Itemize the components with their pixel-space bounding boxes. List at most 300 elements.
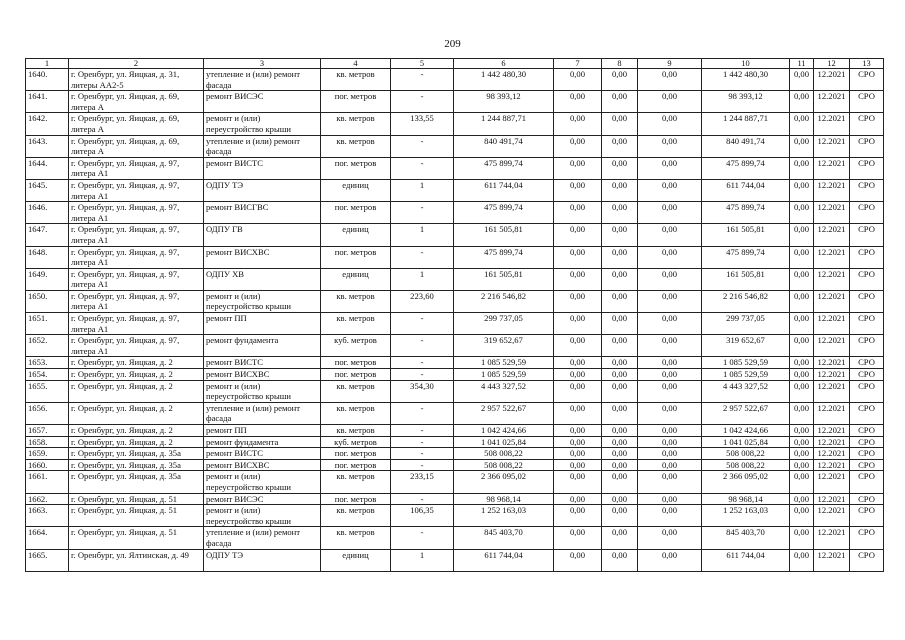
- table-cell: 0,00: [602, 505, 638, 527]
- table-cell: 0,00: [638, 135, 702, 157]
- table-cell: 299 737,05: [454, 313, 554, 335]
- table-cell: 508 008,22: [702, 459, 790, 471]
- table-cell: кв. метров: [321, 402, 391, 424]
- table-row: [26, 380, 884, 402]
- table-cell: 1641.: [26, 91, 69, 113]
- table-cell: 0,00: [554, 157, 602, 179]
- table-cell: 0,00: [638, 268, 702, 290]
- table-cell: -: [391, 436, 454, 448]
- table-cell: 0,00: [602, 313, 638, 335]
- table-cell: 2 216 546,82: [702, 290, 790, 312]
- table-cell: 0,00: [638, 493, 702, 505]
- table-cell: 12.2021: [814, 402, 850, 424]
- table-cell: 1640.: [26, 69, 69, 91]
- table-cell: 0,00: [790, 224, 814, 246]
- table-cell: кв. метров: [321, 505, 391, 527]
- table-cell: 0,00: [790, 505, 814, 527]
- table-cell: 611 744,04: [454, 179, 554, 201]
- table-cell: 1 252 163,03: [454, 505, 554, 527]
- table-cell: ремонт ВИСТС: [204, 448, 321, 460]
- table-cell: 0,00: [638, 369, 702, 381]
- table-cell: СРО: [850, 202, 884, 224]
- table-cell: 0,00: [554, 113, 602, 135]
- table-cell: единиц: [321, 224, 391, 246]
- table-cell: 0,00: [554, 246, 602, 268]
- table-row: [26, 135, 884, 157]
- table-cell: -: [391, 425, 454, 437]
- table-cell: 1 252 163,03: [702, 505, 790, 527]
- table-cell: 12.2021: [814, 549, 850, 571]
- table-cell: 12.2021: [814, 290, 850, 312]
- table-cell: 0,00: [638, 202, 702, 224]
- table-cell: кв. метров: [321, 313, 391, 335]
- table-cell: 12.2021: [814, 493, 850, 505]
- column-number-header: 6: [454, 59, 554, 69]
- table-cell: куб. метров: [321, 335, 391, 357]
- table-header-row: [26, 59, 884, 69]
- table-cell: кв. метров: [321, 471, 391, 493]
- table-cell: г. Оренбург, ул. Яицкая, д. 97, литера А1: [69, 268, 204, 290]
- table-row: [26, 527, 884, 549]
- table-cell: 233,15: [391, 471, 454, 493]
- table-cell: 0,00: [790, 425, 814, 437]
- table-cell: г. Оренбург, ул. Яицкая, д. 35а: [69, 459, 204, 471]
- table-cell: 1661.: [26, 471, 69, 493]
- table-cell: 223,60: [391, 290, 454, 312]
- table-cell: 0,00: [602, 179, 638, 201]
- table-cell: 1: [391, 179, 454, 201]
- table-cell: 0,00: [638, 527, 702, 549]
- table-cell: 0,00: [602, 459, 638, 471]
- table-cell: 845 403,70: [702, 527, 790, 549]
- table-cell: СРО: [850, 402, 884, 424]
- table-cell: ремонт фундамента: [204, 335, 321, 357]
- table-cell: 0,00: [790, 268, 814, 290]
- table-cell: 4 443 327,52: [702, 380, 790, 402]
- table-cell: пог. метров: [321, 246, 391, 268]
- table-cell: 1 041 025,84: [702, 436, 790, 448]
- table-cell: 98 393,12: [454, 91, 554, 113]
- table-cell: 12.2021: [814, 202, 850, 224]
- table-cell: 0,00: [554, 471, 602, 493]
- table-cell: ремонт ПП: [204, 313, 321, 335]
- table-cell: г. Оренбург, ул. Яицкая, д. 97, литера А1: [69, 179, 204, 201]
- table-cell: 12.2021: [814, 69, 850, 91]
- table-row: [26, 69, 884, 91]
- table-cell: 0,00: [602, 493, 638, 505]
- table-cell: 0,00: [638, 69, 702, 91]
- table-cell: г. Оренбург, ул. Яицкая, д. 69, литера А: [69, 135, 204, 157]
- table-cell: 0,00: [602, 135, 638, 157]
- table-cell: 0,00: [554, 268, 602, 290]
- table-cell: 508 008,22: [454, 448, 554, 460]
- table-cell: 0,00: [554, 448, 602, 460]
- table-cell: ремонт ВИСТС: [204, 157, 321, 179]
- table-cell: 0,00: [602, 290, 638, 312]
- table-cell: -: [391, 69, 454, 91]
- table-cell: 475 899,74: [702, 246, 790, 268]
- table-cell: 0,00: [638, 402, 702, 424]
- table-cell: 0,00: [554, 179, 602, 201]
- table-cell: 12.2021: [814, 157, 850, 179]
- table-cell: 1: [391, 268, 454, 290]
- table-cell: кв. метров: [321, 113, 391, 135]
- table-row: [26, 290, 884, 312]
- table-cell: -: [391, 313, 454, 335]
- table-cell: г. Оренбург, ул. Яицкая, д. 69, литера А: [69, 91, 204, 113]
- table-cell: 12.2021: [814, 179, 850, 201]
- table-cell: утепление и (или) ремонт фасада: [204, 69, 321, 91]
- table-cell: 475 899,74: [454, 157, 554, 179]
- table-cell: г. Оренбург, ул. Яицкая, д. 97, литера А1: [69, 202, 204, 224]
- table-cell: -: [391, 459, 454, 471]
- table-cell: г. Оренбург, ул. Яицкая, д. 51: [69, 493, 204, 505]
- table-cell: 1659.: [26, 448, 69, 460]
- table-cell: 12.2021: [814, 369, 850, 381]
- table-cell: 508 008,22: [454, 459, 554, 471]
- table-cell: ремонт ВИСЭС: [204, 493, 321, 505]
- table-cell: -: [391, 335, 454, 357]
- table-cell: 1 041 025,84: [454, 436, 554, 448]
- column-number-header: 12: [814, 59, 850, 69]
- table-cell: 12.2021: [814, 224, 850, 246]
- table-cell: 845 403,70: [454, 527, 554, 549]
- table-row: [26, 493, 884, 505]
- table-cell: 0,00: [554, 380, 602, 402]
- table-cell: ОДПУ ТЭ: [204, 549, 321, 571]
- table-cell: 0,00: [790, 113, 814, 135]
- table-cell: ОДПУ ГВ: [204, 224, 321, 246]
- table-cell: г. Оренбург, ул. Яицкая, д. 51: [69, 527, 204, 549]
- table-cell: утепление и (или) ремонт фасада: [204, 135, 321, 157]
- column-number-header: 13: [850, 59, 884, 69]
- table-cell: ремонт ВИСЭС: [204, 91, 321, 113]
- table-cell: СРО: [850, 335, 884, 357]
- table-cell: 1650.: [26, 290, 69, 312]
- table-row: [26, 549, 884, 571]
- table-cell: СРО: [850, 505, 884, 527]
- table-cell: г. Оренбург, ул. Яицкая, д. 51: [69, 505, 204, 527]
- table-cell: -: [391, 402, 454, 424]
- table-cell: кв. метров: [321, 135, 391, 157]
- table-cell: 12.2021: [814, 357, 850, 369]
- table-row: [26, 113, 884, 135]
- table-cell: 0,00: [602, 527, 638, 549]
- table-cell: 1: [391, 224, 454, 246]
- table-cell: 319 652,67: [454, 335, 554, 357]
- table-row: [26, 202, 884, 224]
- table-cell: 475 899,74: [702, 202, 790, 224]
- table-cell: 0,00: [602, 369, 638, 381]
- table-cell: -: [391, 246, 454, 268]
- table-cell: 1654.: [26, 369, 69, 381]
- table-cell: 0,00: [790, 471, 814, 493]
- table-cell: 2 216 546,82: [454, 290, 554, 312]
- table-cell: единиц: [321, 549, 391, 571]
- table-cell: 12.2021: [814, 113, 850, 135]
- table-cell: кв. метров: [321, 69, 391, 91]
- table-cell: 0,00: [602, 157, 638, 179]
- table-cell: 1 085 529,59: [454, 357, 554, 369]
- table-cell: 1657.: [26, 425, 69, 437]
- table-cell: г. Оренбург, ул. Яицкая, д. 97, литера А1: [69, 335, 204, 357]
- table-cell: 12.2021: [814, 91, 850, 113]
- table-cell: 12.2021: [814, 425, 850, 437]
- table-row: [26, 157, 884, 179]
- table-cell: 1642.: [26, 113, 69, 135]
- table-cell: 2 366 095,02: [702, 471, 790, 493]
- table-cell: куб. метров: [321, 436, 391, 448]
- table-row: [26, 459, 884, 471]
- table-cell: 1653.: [26, 357, 69, 369]
- table-cell: 0,00: [790, 380, 814, 402]
- table-row: [26, 246, 884, 268]
- table-cell: 2 957 522,67: [702, 402, 790, 424]
- table-cell: 0,00: [554, 357, 602, 369]
- table-cell: ремонт ВИСХВС: [204, 459, 321, 471]
- table-cell: 840 491,74: [702, 135, 790, 157]
- table-cell: 0,00: [638, 448, 702, 460]
- table-cell: 0,00: [554, 505, 602, 527]
- table-cell: 98 968,14: [702, 493, 790, 505]
- column-number-header: 7: [554, 59, 602, 69]
- table-cell: 0,00: [638, 380, 702, 402]
- table-cell: СРО: [850, 268, 884, 290]
- table-cell: 475 899,74: [454, 202, 554, 224]
- table-cell: 1644.: [26, 157, 69, 179]
- table-cell: 0,00: [790, 357, 814, 369]
- table-cell: 161 505,81: [702, 268, 790, 290]
- column-number-header: 11: [790, 59, 814, 69]
- table-cell: 0,00: [554, 402, 602, 424]
- table-cell: 0,00: [790, 549, 814, 571]
- table-cell: 0,00: [790, 313, 814, 335]
- column-number-header: 9: [638, 59, 702, 69]
- table-cell: ремонт и (или) переустройство крыши: [204, 471, 321, 493]
- table-cell: 1665.: [26, 549, 69, 571]
- table-cell: СРО: [850, 380, 884, 402]
- table-cell: 161 505,81: [702, 224, 790, 246]
- table-cell: 98 968,14: [454, 493, 554, 505]
- table-cell: 0,00: [638, 313, 702, 335]
- table-cell: 1 244 887,71: [702, 113, 790, 135]
- table-cell: 319 652,67: [702, 335, 790, 357]
- table-cell: 12.2021: [814, 268, 850, 290]
- table-cell: 0,00: [602, 268, 638, 290]
- table-cell: 0,00: [554, 313, 602, 335]
- table-cell: 508 008,22: [702, 448, 790, 460]
- table-cell: 0,00: [638, 224, 702, 246]
- table-cell: 840 491,74: [454, 135, 554, 157]
- table-cell: 611 744,04: [702, 549, 790, 571]
- table-cell: СРО: [850, 224, 884, 246]
- table-cell: единиц: [321, 179, 391, 201]
- table-cell: 0,00: [790, 448, 814, 460]
- table-cell: 12.2021: [814, 448, 850, 460]
- table-cell: г. Оренбург, ул. Яицкая, д. 97, литера А1: [69, 157, 204, 179]
- table-cell: СРО: [850, 549, 884, 571]
- table-cell: г. Оренбург, ул. Яицкая, д. 31, литеры АА2-5: [69, 69, 204, 91]
- table-cell: кв. метров: [321, 290, 391, 312]
- table-cell: 0,00: [790, 69, 814, 91]
- table-cell: ремонт и (или) переустройство крыши: [204, 505, 321, 527]
- table-cell: 0,00: [638, 459, 702, 471]
- table-cell: -: [391, 369, 454, 381]
- table-cell: 1656.: [26, 402, 69, 424]
- table-cell: 0,00: [554, 69, 602, 91]
- table-cell: 12.2021: [814, 527, 850, 549]
- table-cell: ремонт и (или) переустройство крыши: [204, 380, 321, 402]
- table-cell: -: [391, 91, 454, 113]
- table-cell: 1 042 424,66: [702, 425, 790, 437]
- table-row: [26, 505, 884, 527]
- table-row: [26, 448, 884, 460]
- table-cell: 1643.: [26, 135, 69, 157]
- table-cell: СРО: [850, 179, 884, 201]
- table-cell: кв. метров: [321, 527, 391, 549]
- table-cell: 1651.: [26, 313, 69, 335]
- table-cell: 1 085 529,59: [454, 369, 554, 381]
- table-cell: 0,00: [638, 425, 702, 437]
- table-row: [26, 471, 884, 493]
- table-cell: 0,00: [638, 179, 702, 201]
- table-cell: кв. метров: [321, 380, 391, 402]
- page-number: 209: [444, 38, 461, 50]
- table-cell: 0,00: [554, 436, 602, 448]
- table-cell: 161 505,81: [454, 224, 554, 246]
- table-cell: 0,00: [790, 179, 814, 201]
- table-cell: 0,00: [638, 471, 702, 493]
- table-row: [26, 402, 884, 424]
- table-cell: 0,00: [554, 135, 602, 157]
- table-row: [26, 369, 884, 381]
- table-cell: 1 085 529,59: [702, 357, 790, 369]
- column-number-header: 5: [391, 59, 454, 69]
- table-cell: 299 737,05: [702, 313, 790, 335]
- table-cell: 0,00: [638, 505, 702, 527]
- table-cell: СРО: [850, 290, 884, 312]
- table-cell: 0,00: [602, 335, 638, 357]
- table-cell: кв. метров: [321, 425, 391, 437]
- table-cell: 12.2021: [814, 436, 850, 448]
- table-cell: ОДПУ ТЭ: [204, 179, 321, 201]
- table-cell: 611 744,04: [454, 549, 554, 571]
- table-cell: пог. метров: [321, 91, 391, 113]
- table-cell: 1664.: [26, 527, 69, 549]
- table-cell: 0,00: [790, 402, 814, 424]
- table-cell: 0,00: [790, 493, 814, 505]
- table-cell: 0,00: [602, 549, 638, 571]
- table-cell: ремонт ВИСТС: [204, 357, 321, 369]
- table-cell: 1647.: [26, 224, 69, 246]
- table-cell: 0,00: [554, 224, 602, 246]
- column-number-header: 1: [26, 59, 69, 69]
- table-cell: утепление и (или) ремонт фасада: [204, 402, 321, 424]
- table-cell: 1655.: [26, 380, 69, 402]
- table-cell: 0,00: [554, 335, 602, 357]
- table-cell: единиц: [321, 268, 391, 290]
- table-cell: пог. метров: [321, 357, 391, 369]
- table-cell: пог. метров: [321, 157, 391, 179]
- table-cell: г. Оренбург, ул. Яицкая, д. 35а: [69, 471, 204, 493]
- table-cell: 12.2021: [814, 505, 850, 527]
- table-cell: г. Оренбург, ул. Яицкая, д. 97, литера А1: [69, 224, 204, 246]
- table-cell: ремонт и (или) переустройство крыши: [204, 113, 321, 135]
- table-cell: 0,00: [790, 436, 814, 448]
- table-cell: г. Оренбург, ул. Яицкая, д. 2: [69, 402, 204, 424]
- table-cell: пог. метров: [321, 459, 391, 471]
- table-cell: 0,00: [602, 202, 638, 224]
- table-cell: 12.2021: [814, 135, 850, 157]
- table-cell: 0,00: [554, 493, 602, 505]
- table-cell: 0,00: [602, 448, 638, 460]
- table-cell: 0,00: [790, 459, 814, 471]
- table-cell: г. Оренбург, ул. Яицкая, д. 97, литера А1: [69, 290, 204, 312]
- table-cell: 0,00: [554, 527, 602, 549]
- table-cell: -: [391, 135, 454, 157]
- table-cell: 1648.: [26, 246, 69, 268]
- table-cell: 1658.: [26, 436, 69, 448]
- table-row: [26, 436, 884, 448]
- table-cell: пог. метров: [321, 493, 391, 505]
- table-row: [26, 313, 884, 335]
- table-cell: 106,35: [391, 505, 454, 527]
- table-cell: СРО: [850, 69, 884, 91]
- table-cell: г. Оренбург, ул. Яицкая, д. 69, литера А: [69, 113, 204, 135]
- table-cell: ремонт ВИСГВС: [204, 202, 321, 224]
- table-cell: ремонт фундамента: [204, 436, 321, 448]
- table-cell: 1 085 529,59: [702, 369, 790, 381]
- table-cell: 0,00: [602, 357, 638, 369]
- table-cell: 354,30: [391, 380, 454, 402]
- table-cell: 1: [391, 549, 454, 571]
- table-cell: СРО: [850, 91, 884, 113]
- table-cell: г. Оренбург, ул. Яицкая, д. 2: [69, 380, 204, 402]
- column-number-header: 3: [204, 59, 321, 69]
- table-row: [26, 179, 884, 201]
- table-cell: ремонт ВИСХВС: [204, 246, 321, 268]
- table-row: [26, 91, 884, 113]
- table-cell: 0,00: [638, 549, 702, 571]
- table-cell: 0,00: [790, 335, 814, 357]
- table-cell: 0,00: [602, 471, 638, 493]
- table-row: [26, 268, 884, 290]
- table-cell: 475 899,74: [454, 246, 554, 268]
- table-cell: г. Оренбург, ул. Яицкая, д. 2: [69, 436, 204, 448]
- table-cell: 0,00: [790, 246, 814, 268]
- table-cell: г. Оренбург, ул. Ялтинская, д. 49: [69, 549, 204, 571]
- table-cell: г. Оренбург, ул. Яицкая, д. 2: [69, 357, 204, 369]
- table-row: [26, 224, 884, 246]
- table-cell: СРО: [850, 369, 884, 381]
- table-cell: 161 505,81: [454, 268, 554, 290]
- table-cell: 0,00: [638, 335, 702, 357]
- table-cell: 0,00: [554, 549, 602, 571]
- table-cell: 0,00: [602, 224, 638, 246]
- column-number-header: 2: [69, 59, 204, 69]
- table-cell: СРО: [850, 459, 884, 471]
- table-cell: 133,55: [391, 113, 454, 135]
- table-cell: СРО: [850, 471, 884, 493]
- table-cell: 2 957 522,67: [454, 402, 554, 424]
- table-cell: 1662.: [26, 493, 69, 505]
- table-cell: -: [391, 157, 454, 179]
- table-cell: 0,00: [602, 91, 638, 113]
- table-cell: 475 899,74: [702, 157, 790, 179]
- table-cell: 12.2021: [814, 313, 850, 335]
- table-cell: г. Оренбург, ул. Яицкая, д. 2: [69, 369, 204, 381]
- table-cell: СРО: [850, 113, 884, 135]
